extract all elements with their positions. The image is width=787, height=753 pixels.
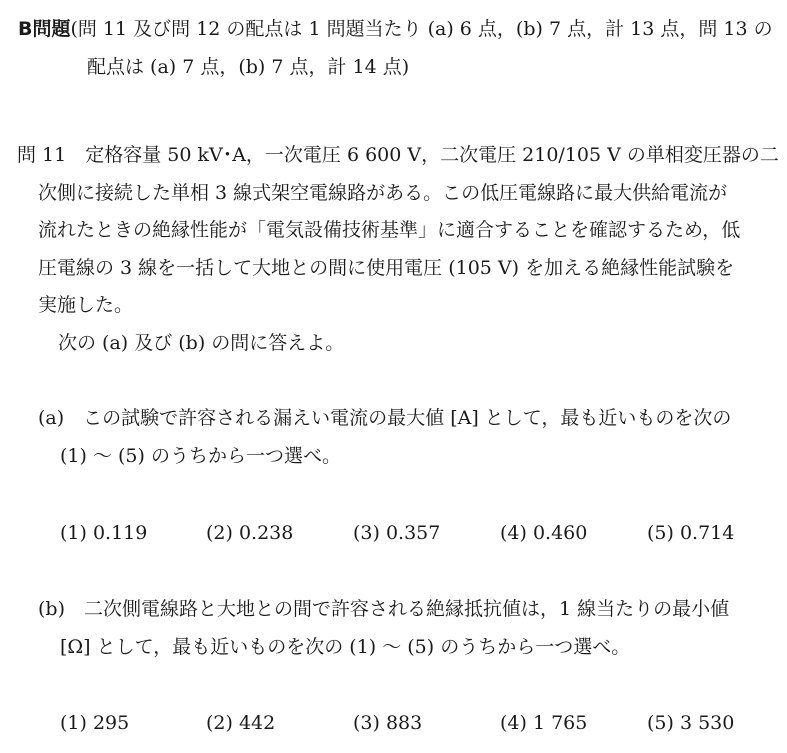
part-a-line-1: (a) この試験で許容される漏えい電流の最大値 [A] として，最も近いものを次の [38, 407, 732, 429]
scoring-note-cont: 配点は (a) 7 点，(b) 7 点，計 14 点) [87, 56, 410, 78]
scoring-note: (問 11 及び問 12 の配点は 1 問題当たり (a) 6 点，(b) 7 点，計 13 点，問 13 の [70, 18, 773, 40]
part-b-line-2: [Ω] として，最も近いものを次の (1) 〜 (5) のうちから一つ選べ。 [60, 636, 631, 658]
part-b-line-1: (b) 二次側電線路と大地との間で許容される絶縁抵抗値は，1 線当たりの最小値 [38, 598, 730, 620]
q11-line-2: 次側に接続した単相 3 線式架空電線路がある。この低圧電線路に最大供給電流が [38, 182, 728, 204]
q11-line-1: 問 11 定格容量 50 kV･A，一次電圧 6 600 V，二次電圧 210/105 V の単相変圧器の二 [17, 144, 779, 166]
part-b-option-2[interactable]: (2) 442 [206, 712, 276, 734]
part-b-option-3[interactable]: (3) 883 [353, 712, 423, 734]
q11-line-4: 圧電線の 3 線を一括して大地との間に使用電圧 (105 V) を加える絶縁性能試験を [38, 257, 735, 279]
part-a-option-5[interactable]: (5) 0.714 [647, 522, 735, 544]
q11-line-5: 実施した。 [38, 294, 134, 316]
part-b-option-4[interactable]: (4) 1 765 [500, 712, 588, 734]
part-a-option-3[interactable]: (3) 0.357 [353, 522, 441, 544]
part-a-option-1[interactable]: (1) 0.119 [60, 522, 148, 544]
part-a-line-2: (1) 〜 (5) のうちから一つ選べ。 [60, 445, 341, 467]
section-b-label: B問題 [18, 18, 71, 40]
part-a-option-4[interactable]: (4) 0.460 [500, 522, 588, 544]
q11-line-3: 流れたときの絶縁性能が「電気設備技術基準」に適合することを確認するため，低 [38, 219, 741, 241]
part-b-option-1[interactable]: (1) 295 [60, 712, 130, 734]
q11-instruction: 次の (a) 及び (b) の問に答えよ。 [58, 332, 345, 354]
part-a-option-2[interactable]: (2) 0.238 [206, 522, 294, 544]
part-b-option-5[interactable]: (5) 3 530 [647, 712, 735, 734]
header-line-1 [18, 17, 773, 41]
